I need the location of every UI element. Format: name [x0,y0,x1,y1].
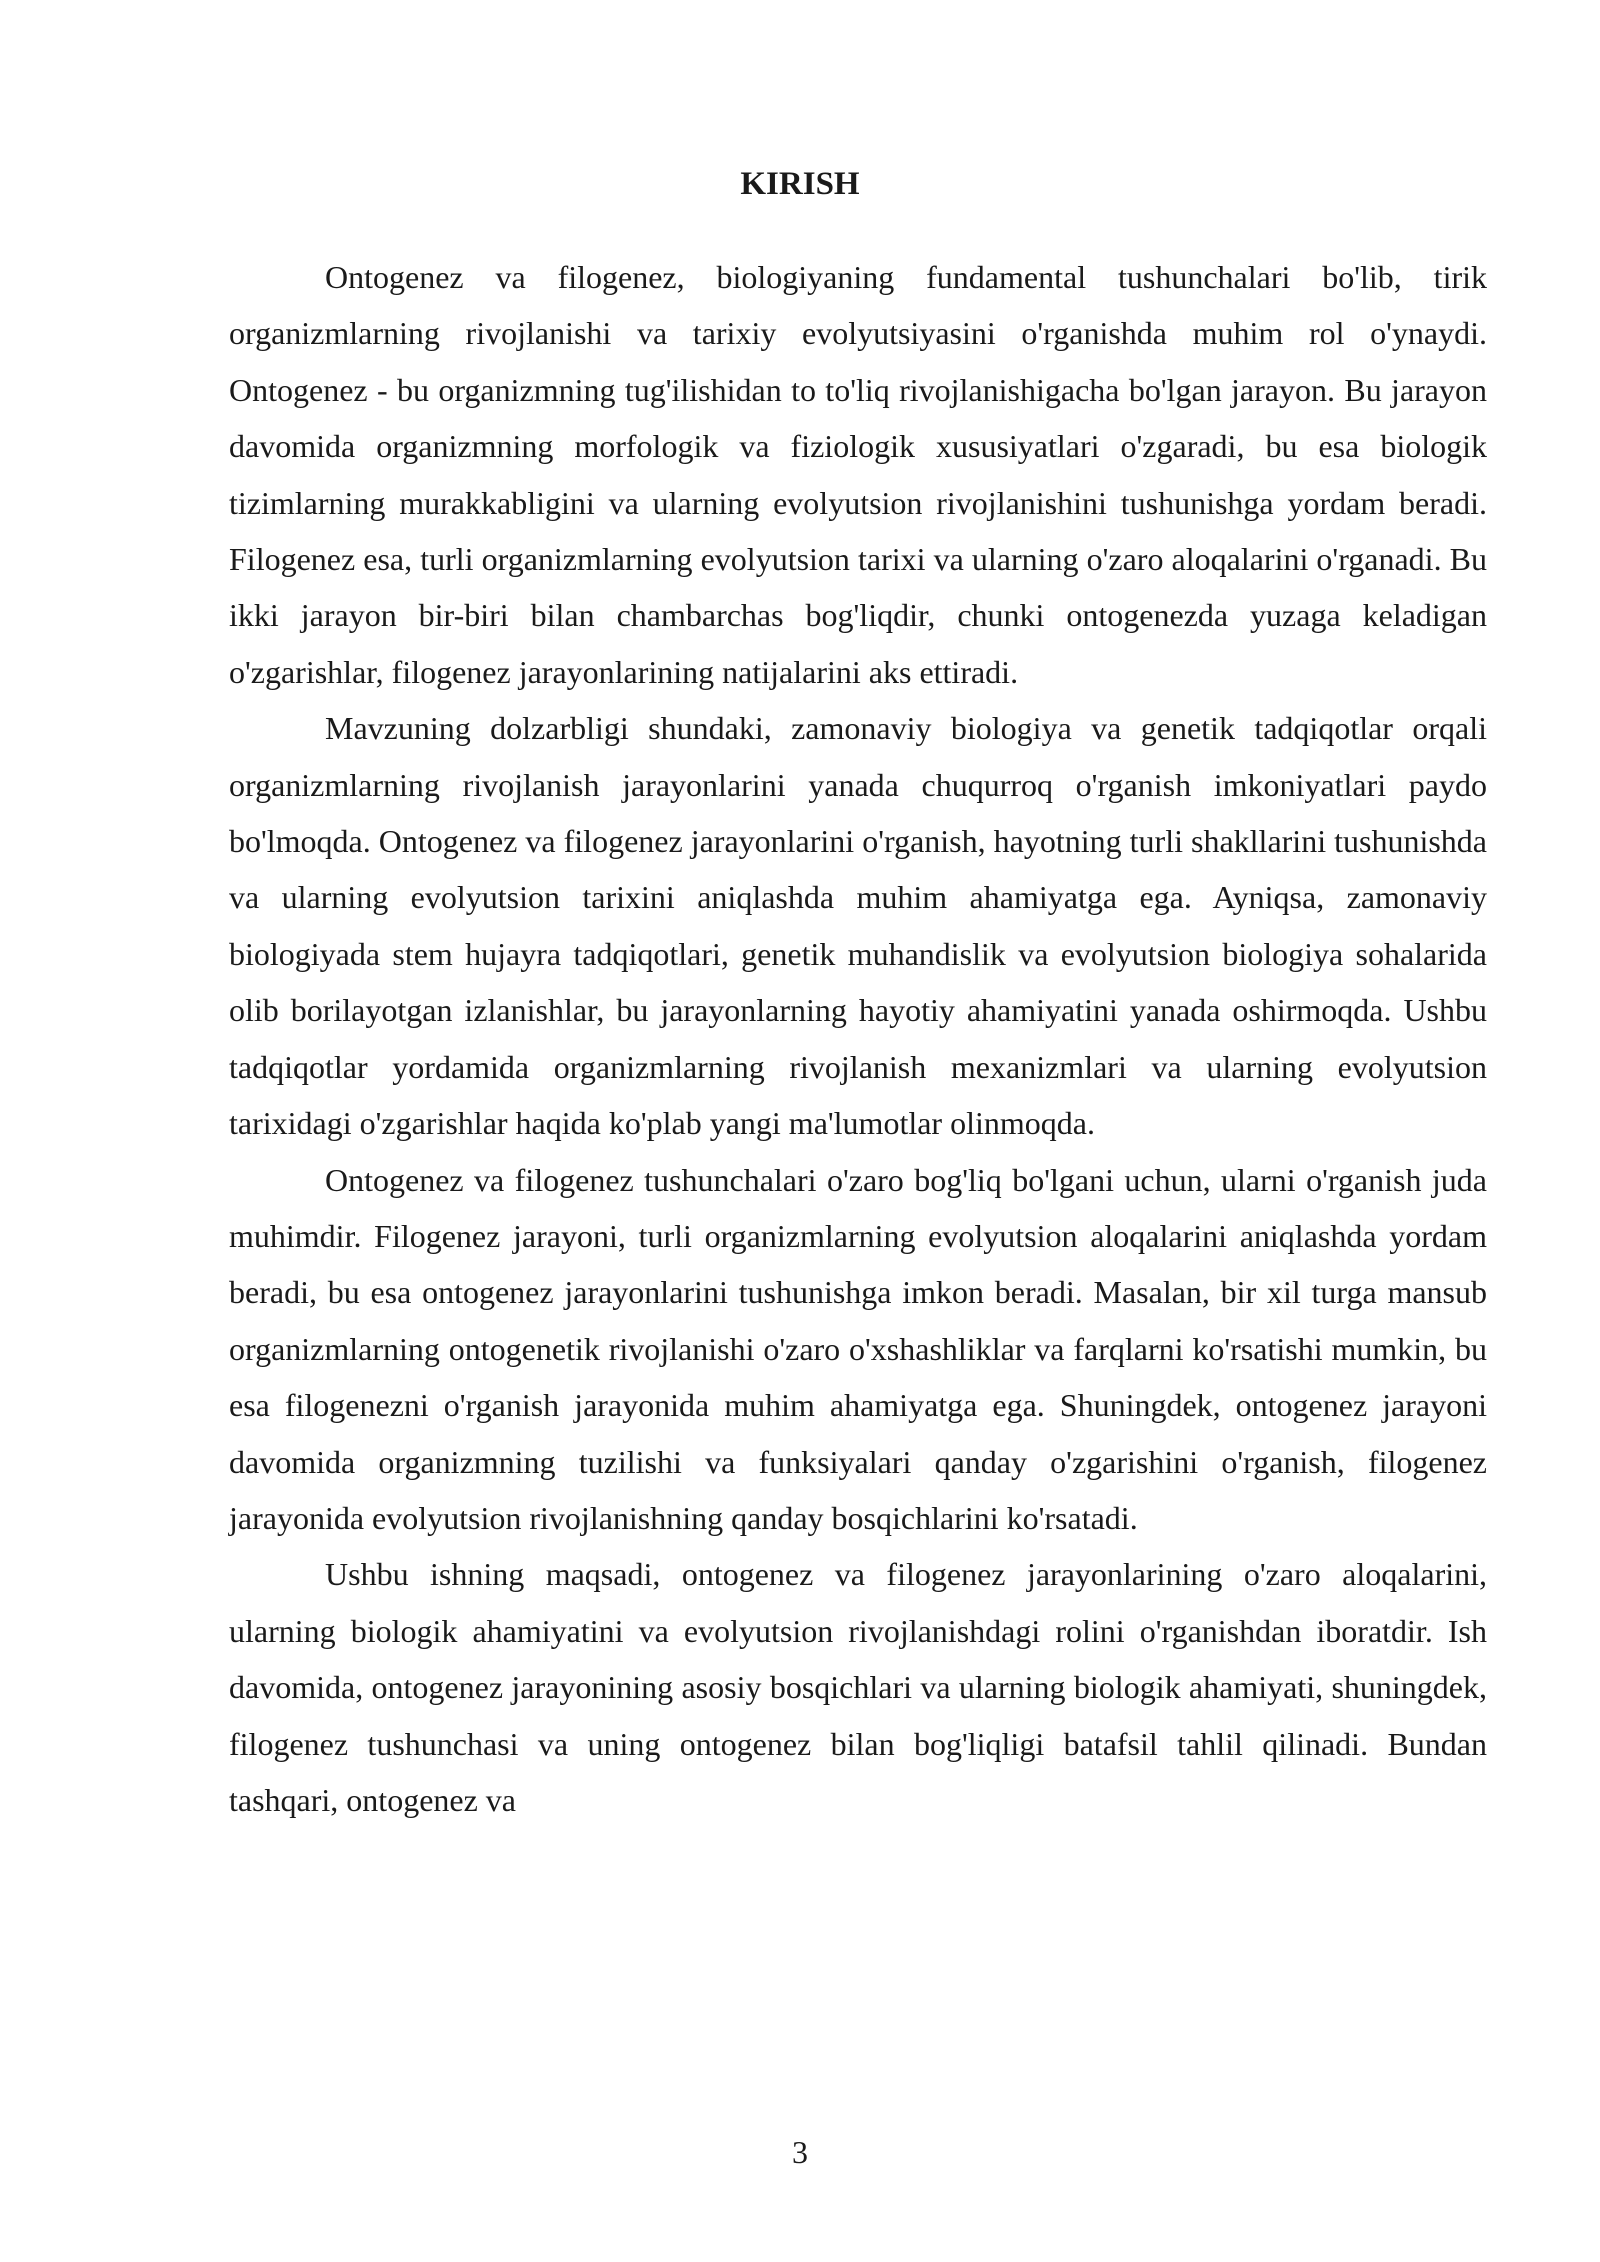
paragraph-3: Ontogenez va filogenez tushunchalari o'zaro bog'liq bo'lgani uchun, ularni o'rganish juda muhimdir. Filogenez jarayoni, turli organizmlarning evolyutsion aloqalarini aniqlashda yordam beradi, bu esa ontogenez jarayonlarini tushunishga imkon beradi. Masalan, bir xil turga mansub organizmlarning ontogenetik rivojlanishi o'zaro o'xshashliklar va farqlarni ko'rsatishi mumkin, bu esa filogenezni o'rganish jarayonida muhim ahamiyatga ega. Shuningdek, ontogenez jarayoni davomida organizmning tuzilishi va funksiyalari qanday o'zgarishini o'rganish, filogenez jarayonida evolyutsion rivojlanishning qanday bosqichlarini ko'rsatadi. [229,1161,1487,1536]
section-title: KIRISH [740,166,860,202]
page-number: 3 [792,2134,808,2170]
paragraph-4: Ushbu ishning maqsadi, ontogenez va filogenez jarayonlarining o'zaro aloqalarini, ularning biologik ahamiyatini va evolyutsion rivojlanishdagi rolini o'rganishdan iboratdir. Ish davomida, ontogenez jarayonining asosiy bosqichlari va ularning biologik ahamiyati, shuningdek, filogenez tushunchasi va uning ontogenez bilan bog'liqligi batafsil tahlil qilinadi. Bundan tashqari, ontogenez va [229,1556,1487,1818]
document-body [229,249,1487,1828]
paragraph-2: Mavzuning dolzarbligi shundaki, zamonaviy biologiya va genetik tadqiqotlar orqali organizmlarning rivojlanish jarayonlarini yanada chuqurroq o'rganish imkoniyatlari paydo bo'lmoqda. Ontogenez va filogenez jarayonlarini o'rganish, hayotning turli shakllarini tushunishda va ularning evolyutsion tarixini aniqlashda muhim ahamiyatga ega. Ayniqsa, zamonaviy biologiyada stem hujayra tadqiqotlari, genetik muhandislik va evolyutsion biologiya sohalarida olib borilayotgan izlanishlar, bu jarayonlarning hayotiy ahamiyatini yanada oshirmoqda. Ushbu tadqiqotlar yordamida organizmlarning rivojlanish mexanizmlari va ularning evolyutsion tarixidagi o'zgarishlar haqida ko'plab yangi ma'lumotlar olinmoqda. [229,710,1487,1142]
paragraph-1: Ontogenez va filogenez, biologiyaning fundamental tushunchalari bo'lib, tirik organizmlarning rivojlanishi va tarixiy evolyutsiyasini o'rganishda muhim rol o'ynaydi. Ontogenez - bu organizmning tug'ilishidan to to'liq rivojlanishigacha bo'lgan jarayon. Bu jarayon davomida organizmning morfologik va fiziologik xususiyatlari o'zgaradi, bu esa biologik tizimlarning murakkabligini va ularning evolyutsion rivojlanishini tushunishga yordam beradi. Filogenez esa, turli organizmlarning evolyutsion tarixi va ularning o'zaro aloqalarini o'rganadi. Bu ikki jarayon bir-biri bilan chambarchas bog'liqdir, chunki ontogenezda yuzaga keladigan o'zgarishlar, filogenez jarayonlarining natijalarini aks ettiradi. [229,259,1487,690]
